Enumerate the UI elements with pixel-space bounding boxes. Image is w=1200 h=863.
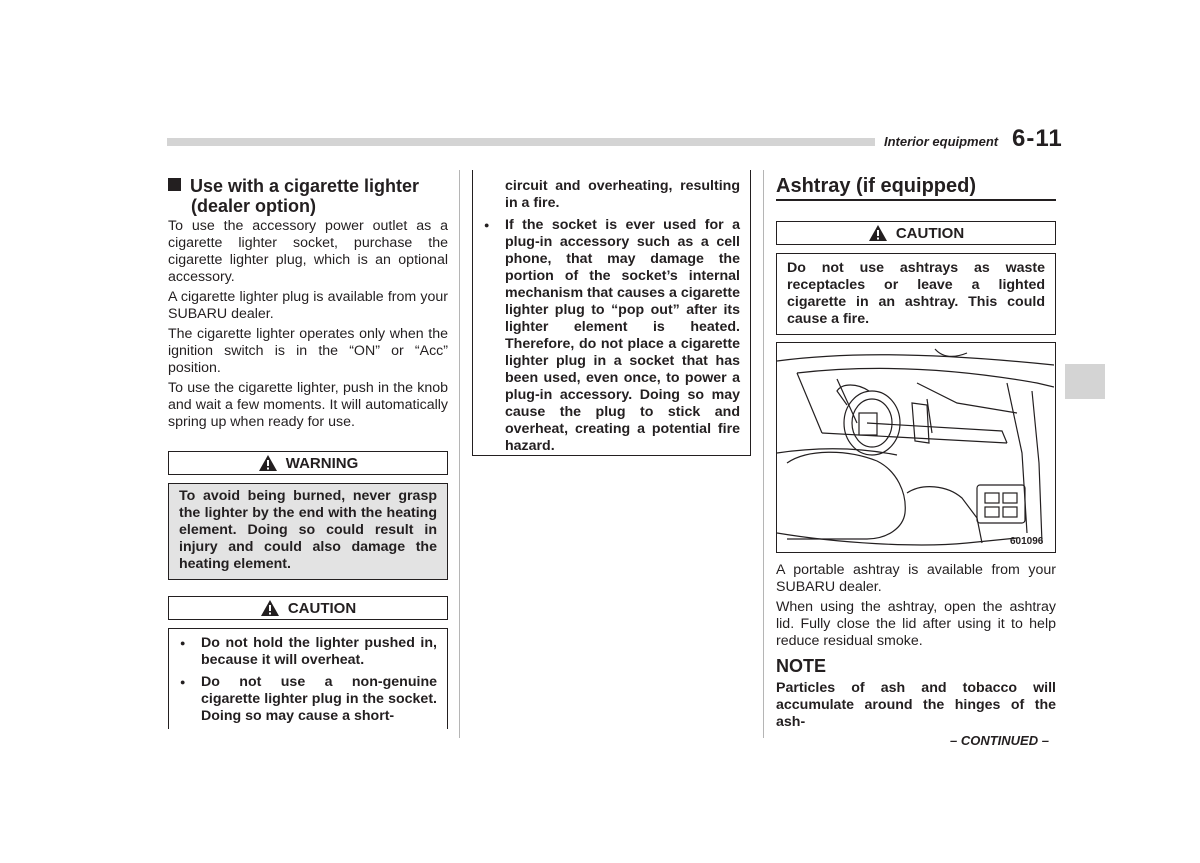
heading-underline <box>776 199 1056 201</box>
header-bar <box>167 138 875 146</box>
column-divider-left <box>459 170 460 738</box>
section-title: Interior equipment <box>884 134 999 149</box>
caution-box <box>168 596 448 729</box>
page-number: 6-11 <box>1012 125 1063 152</box>
continued-text: circuit and overheating, resulting in a fire. <box>505 178 740 211</box>
chapter-tab <box>1065 364 1105 399</box>
paragraph: When using the ashtray, open the ashtray lid. Fully close the lid after using it to help reduce residual smoke. <box>776 599 1056 649</box>
ashtray-caution-box <box>776 221 1056 335</box>
ashtray-illustration-icon <box>777 343 1054 551</box>
paragraph: A cigarette lighter plug is available from your SUBARU dealer. <box>168 289 448 322</box>
caution-title: CAUTION <box>895 224 965 242</box>
warning-text: To avoid being burned, never grasp the lighter by the end with the heating element. Doing so could result in injury and could also damage the heating element. <box>168 483 448 580</box>
paragraph: To use the cigarette lighter, push in the knob and wait a few moments. It will automatically spring up when ready for use. <box>168 380 448 430</box>
section-heading <box>168 176 448 216</box>
heading-square-icon <box>168 178 181 191</box>
warning-triangle-icon <box>260 599 280 617</box>
heading-line-2: (dealer option) <box>191 196 316 216</box>
caution-text: Do not use ashtrays as waste receptacles or leave a lighted cigarette in an ashtray. This could cause a fire. <box>776 253 1056 335</box>
paragraph: The cigarette lighter operates only when the ignition switch is in the “ON” or “Acc” position. <box>168 326 448 376</box>
warning-triangle-icon <box>258 454 278 472</box>
left-column <box>168 176 448 434</box>
list-item: ● Do not use a non-genuine cigarette lighter plug in the socket. Doing so may cause a short- <box>179 674 437 725</box>
caution-title-bar <box>168 596 448 620</box>
caution-box-continued <box>472 170 751 456</box>
note-title: NOTE <box>776 656 827 676</box>
list-item: ● Do not hold the lighter pushed in, because it will overheat. <box>179 635 437 669</box>
warning-title: WARNING <box>285 454 359 472</box>
caution-body <box>168 628 448 729</box>
body-text <box>168 218 448 431</box>
ashtray-heading: Ashtray (if equipped) <box>776 175 977 197</box>
caution-title-bar <box>776 221 1056 245</box>
column-divider-right <box>763 170 764 738</box>
note-text: Particles of ash and tobacco will accumulate around the hinges of the ash- <box>776 680 1056 730</box>
warning-title-bar <box>168 451 448 475</box>
paragraph: To use the accessory power outlet as a cigarette lighter socket, purchase the cigarette lighter plug, which is an optional accessory. <box>168 218 448 285</box>
ashtray-text <box>776 562 1056 653</box>
ashtray-figure <box>776 342 1056 553</box>
caution-title: CAUTION <box>287 599 357 617</box>
figure-code: 601096 <box>1010 536 1044 547</box>
warning-box <box>168 451 448 580</box>
list-item: ● If the socket is ever used for a plug-in accessory such as a cell phone, that may damage the portion of the socket’s internal mechanism that causes a cigarette lighter plug to “pop out” after its lighter element is heated. Therefore, do not place a cigarette lighter plug in a socket that has been used, even once, to power a plug-in accessory. Doing so may cause the plug to stick and overheat, creating a potential fire hazard. <box>483 217 740 455</box>
paragraph: A portable ashtray is available from your SUBARU dealer. <box>776 562 1056 595</box>
warning-triangle-icon <box>868 224 888 242</box>
heading-line-1: Use with a cigarette lighter <box>190 176 420 196</box>
continued-label: – CONTINUED – <box>950 733 1049 748</box>
